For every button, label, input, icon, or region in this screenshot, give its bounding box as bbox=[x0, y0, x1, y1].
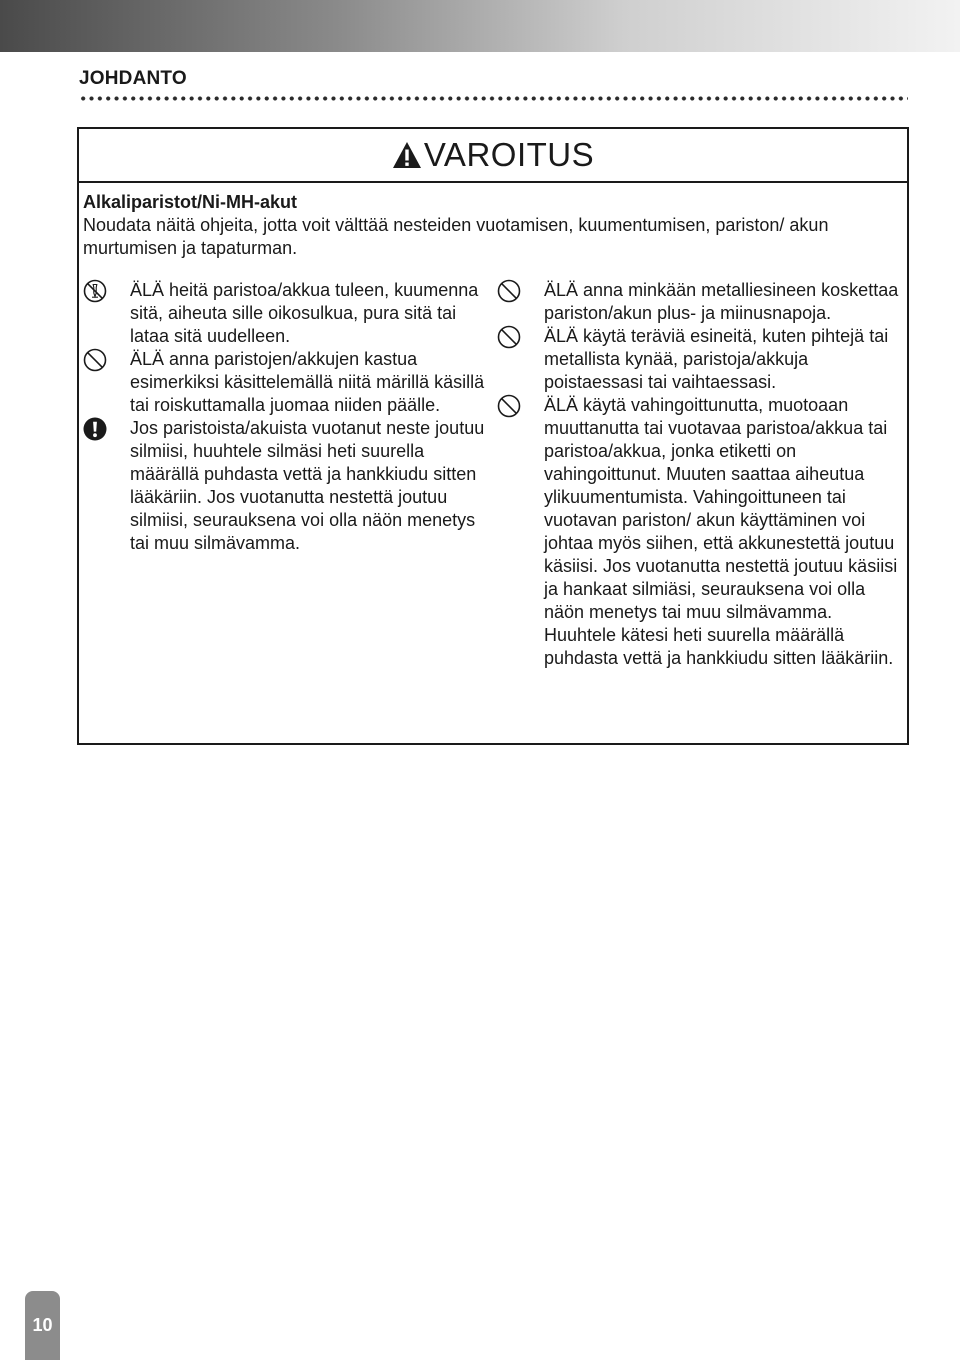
warning-title: VAROITUS bbox=[423, 136, 595, 173]
page-number: 10 bbox=[32, 1315, 53, 1335]
section-title: JOHDANTO bbox=[79, 68, 187, 89]
list-item bbox=[83, 279, 493, 348]
prohibited-icon bbox=[497, 279, 521, 303]
list-item bbox=[497, 279, 905, 325]
prohibited-icon bbox=[497, 325, 521, 349]
prohibited-icon bbox=[83, 348, 107, 372]
list-item bbox=[83, 417, 493, 555]
list-item bbox=[83, 348, 493, 417]
no-disassemble-icon bbox=[83, 279, 107, 303]
item-text: ÄLÄ käytä vahingoittunutta, muotoaan muuttanutta tai vuotavaa paristoa/akkua tai paristoa/akkua, jonka etiketti on vahingoittunut. Muuten saattaa aiheutua ylikuumentumista. Vahingoittuneen tai vuotavan pariston/ akun käyttäminen voi johtaa myös siihen, että akkunestettä joutuu käsiisi. Jos vuotanutta nestettä joutuu käsiisi ja hankaat silmiäsi, seurauksena voi olla näön menetys tai muu silmävamma. Huuhtele kätesi heti suurella määrällä puhdasta vettä ja hankkiudu sitten lääkäriin. bbox=[544, 395, 898, 668]
right-column bbox=[497, 279, 905, 670]
warning-title-wrap bbox=[392, 136, 594, 174]
page-number-tab bbox=[25, 1291, 60, 1360]
left-column bbox=[83, 279, 493, 555]
list-item bbox=[497, 325, 905, 394]
item-text: Jos paristoista/akuista vuotanut neste joutuu silmiisi, huuhtele silmäsi heti suurella määrällä puhdasta vettä ja hankkiudu sitten lääkäriin. Jos vuotanutta nestettä joutuu silmiisi, seurauksena voi olla näön menetys tai muu silmävamma. bbox=[130, 418, 485, 553]
warning-triangle-icon bbox=[392, 141, 422, 169]
header-band bbox=[0, 0, 960, 52]
prohibited-icon bbox=[497, 394, 521, 418]
item-text: ÄLÄ anna minkään metalliesineen koskettaa pariston/akun plus- ja miinusnapoja. bbox=[544, 280, 899, 323]
item-text: ÄLÄ heitä paristoa/akkua tuleen, kuumenna sitä, aiheuta sille oikosulkua, pura sitä tai lataa sitä uudelleen. bbox=[130, 280, 479, 346]
dotted-divider bbox=[79, 96, 908, 101]
item-text: ÄLÄ anna paristojen/akkujen kastua esimerkiksi käsittelemällä niitä märillä käsillä tai roiskuttamalla juomaa niiden päälle. bbox=[130, 349, 485, 415]
warning-box bbox=[77, 127, 909, 745]
list-item bbox=[497, 394, 905, 670]
warning-header bbox=[79, 129, 907, 183]
mandatory-exclamation-icon bbox=[83, 417, 107, 441]
item-text: ÄLÄ käytä teräviä esineitä, kuten pihtejä tai metallista kynää, paristoja/akkuja poistaessasi tai vaihtaessasi. bbox=[544, 326, 889, 392]
battery-subheading: Alkaliparistot/Ni-MH-akut bbox=[83, 192, 298, 212]
intro-paragraph: Noudata näitä ohjeita, jotta voit välttää nesteiden vuotamisen, kuumentumisen, pariston/ akun murtumisen ja tapaturman. bbox=[83, 215, 829, 258]
